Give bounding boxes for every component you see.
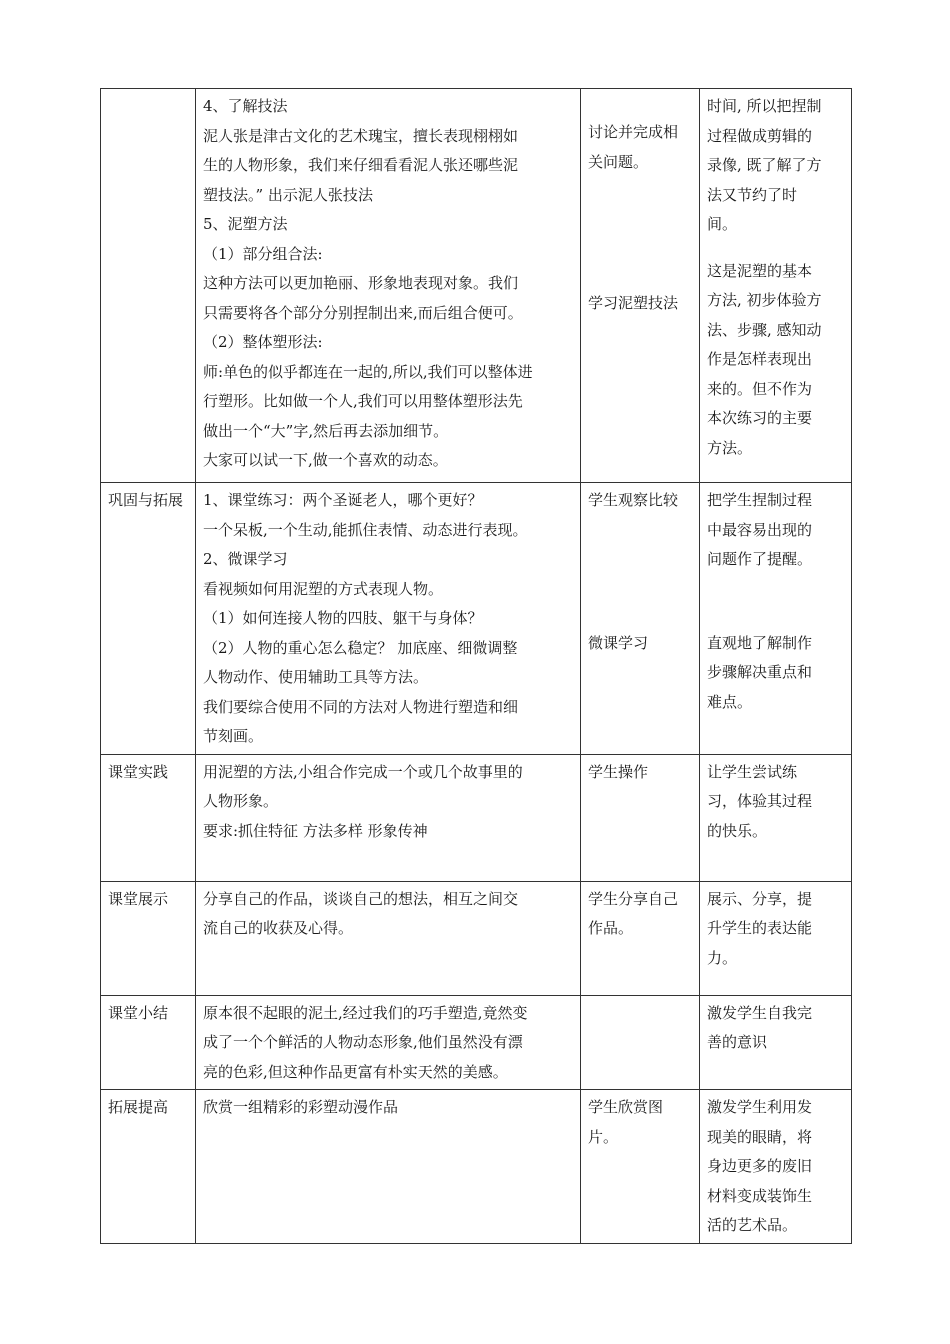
design-intent-cell (700, 483, 852, 755)
lesson-plan-table (100, 88, 852, 1244)
content-line: 塑技法。” 出示泥人张技法 (203, 185, 373, 204)
stage-cell: 拓展提高 (101, 1090, 196, 1244)
stage-cell: 课堂实践 (101, 754, 196, 881)
intent-line: 步骤解决重点和 (707, 663, 813, 681)
intent-line: 习，体验其过程 (707, 792, 813, 810)
stage-cell: 巩固与拓展 (101, 483, 196, 755)
content-line: 看视频如何用泥塑的方式表现人物。 (203, 579, 444, 598)
content-cell (196, 995, 581, 1090)
content-cell (196, 1090, 581, 1244)
content-line: 原本很不起眼的泥土,经过我们的巧手塑造,竟然变 (203, 1003, 528, 1022)
content-line: 亮的色彩,但这种作品更富有朴实天然的美感。 (203, 1062, 508, 1081)
content-line: 泥人张是津古文化的艺术瑰宝，擅长表现栩栩如 (203, 126, 519, 145)
intent-line: 方法, 初步体验方 (707, 291, 822, 309)
content-line: 2、微课学习 (203, 550, 288, 568)
content-line: 生的人物形象，我们来仔细看看泥人张还哪些泥 (203, 156, 519, 174)
content-line: （1）如何连接人物的四肢、躯干与身体？ (203, 609, 483, 627)
table-row (101, 754, 852, 881)
intent-line: 直观地了解制作 (707, 633, 813, 652)
table-row (101, 995, 852, 1090)
content-line: 1、课堂练习：两个圣诞老人，哪个更好？ (203, 491, 483, 509)
content-line: 大家可以试一下,做一个喜欢的动态。 (203, 451, 448, 469)
student-line: 关问题。 (588, 152, 649, 171)
intent-line: 激发学生自我完 (707, 1003, 813, 1022)
intent-line: 身边更多的废旧 (707, 1157, 813, 1175)
student-activity-cell (581, 89, 700, 483)
stage-cell (101, 89, 196, 483)
intent-line: 过程做成剪辑的 (707, 126, 813, 145)
table-row (101, 1090, 852, 1244)
table-row (101, 89, 852, 483)
content-line: 我们要综合使用不同的方法对人物进行塑造和细 (203, 697, 519, 716)
student-line: 片。 (588, 1127, 619, 1146)
student-line: 学生欣赏图 (588, 1098, 664, 1116)
intent-line: 法、步骤, 感知动 (707, 320, 822, 339)
design-intent-cell (700, 881, 852, 995)
student-line: 学生观察比较 (588, 491, 679, 509)
student-line: 讨论并完成相 (588, 123, 679, 141)
content-line: 节刻画。 (203, 727, 264, 745)
content-line: （2）人物的重心怎么稳定？ 加底座、细微调整 (203, 638, 518, 657)
intent-line: 现美的眼睛，将 (707, 1127, 813, 1146)
content-line: 只需要将各个部分分别捏制出来,而后组合便可。 (203, 303, 523, 322)
student-line: 学生分享自己 (588, 889, 679, 908)
content-line: （2）整体塑形法: (203, 333, 323, 351)
intent-line: 法又节约了时 (707, 185, 798, 204)
intent-line: 激发学生利用发 (707, 1098, 813, 1116)
intent-line: 作是怎样表现出 (707, 350, 813, 368)
content-cell (196, 483, 581, 755)
content-line: 欣赏一组精彩的彩塑动漫作品 (203, 1098, 399, 1116)
content-cell (196, 881, 581, 995)
intent-line: 让学生尝试练 (707, 762, 798, 781)
intent-line: 这是泥塑的基本 (707, 261, 813, 280)
content-line: 分享自己的作品，谈谈自己的想法，相互之间交 (203, 889, 519, 908)
intent-line: 力。 (707, 948, 738, 967)
stage-cell: 课堂小结 (101, 995, 196, 1090)
student-activity-cell (581, 995, 700, 1090)
content-line: （1）部分组合法: (203, 244, 323, 263)
student-activity-cell (581, 1090, 700, 1244)
content-line: 做出一个“大”字,然后再去添加细节。 (203, 421, 449, 440)
intent-line: 把学生捏制过程 (707, 491, 813, 509)
intent-line: 中最容易出现的 (707, 520, 813, 539)
content-line: 用泥塑的方法,小组合作完成一个或几个故事里的 (203, 762, 523, 781)
content-line: 5、泥塑方法 (203, 215, 288, 233)
intent-line: 录像, 既了解了方 (707, 156, 822, 174)
content-line: 流自己的收获及心得。 (203, 919, 354, 937)
student-line: 微课学习 (588, 633, 649, 652)
intent-line: 来的。但不作为 (707, 379, 813, 398)
content-line: 这种方法可以更加艳丽、形象地表现对象。我们 (203, 274, 519, 292)
intent-line: 材料变成装饰生 (707, 1186, 813, 1205)
intent-line: 问题作了提醒。 (707, 550, 813, 568)
design-intent-cell (700, 89, 852, 483)
content-cell (196, 754, 581, 881)
content-line: 4、了解技法 (203, 97, 288, 115)
student-activity-cell (581, 754, 700, 881)
intent-line: 活的艺术品。 (707, 1216, 798, 1234)
intent-line: 善的意识 (707, 1033, 768, 1051)
stage-cell: 课堂展示 (101, 881, 196, 995)
student-line: 作品。 (588, 919, 634, 937)
intent-line: 难点。 (707, 692, 753, 711)
design-intent-cell (700, 1090, 852, 1244)
content-line: 行塑形。比如做一个人,我们可以用整体塑形法先 (203, 392, 523, 410)
intent-line: 方法。 (707, 438, 753, 457)
student-line: 学习泥塑技法 (588, 294, 679, 312)
content-line: 人物动作、使用辅助工具等方法。 (203, 668, 429, 686)
intent-line: 本次练习的主要 (707, 409, 813, 427)
content-line: 一个呆板,一个生动,能抓住表情、动态进行表现。 (203, 520, 528, 539)
table-row (101, 881, 852, 995)
design-intent-cell (700, 995, 852, 1090)
intent-line: 间。 (707, 215, 738, 233)
content-line: 要求:抓住特征 方法多样 形象传神 (203, 821, 428, 840)
content-cell (196, 89, 581, 483)
table-row (101, 483, 852, 755)
intent-line: 的快乐。 (707, 821, 768, 840)
content-line: 师:单色的似乎都连在一起的,所以,我们可以整体进 (203, 362, 533, 381)
content-line: 成了一个个鲜活的人物动态形象,他们虽然没有漂 (203, 1033, 523, 1051)
intent-line: 升学生的表达能 (707, 919, 813, 937)
content-line: 人物形象。 (203, 792, 279, 810)
student-activity-cell (581, 483, 700, 755)
student-activity-cell (581, 881, 700, 995)
design-intent-cell (700, 754, 852, 881)
student-line: 学生操作 (588, 762, 649, 781)
intent-line: 展示、分享，提 (707, 889, 813, 908)
intent-line: 时间, 所以把捏制 (707, 97, 822, 115)
